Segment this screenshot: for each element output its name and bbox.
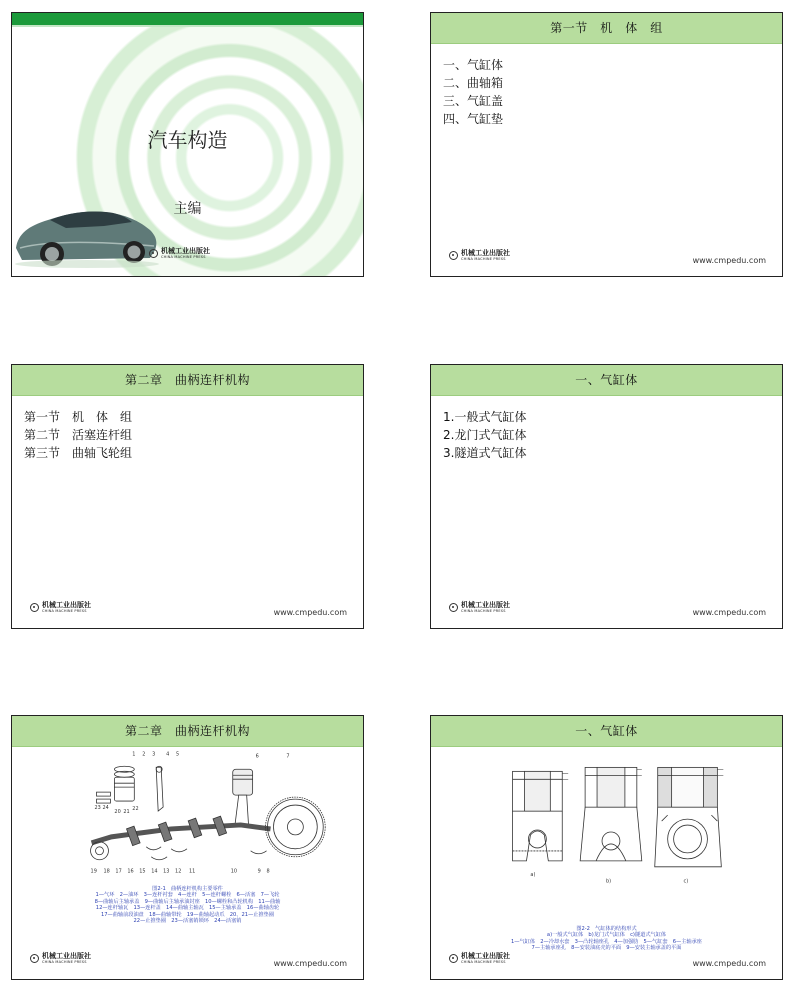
callout-label: 3 bbox=[152, 751, 156, 758]
publisher-logo bbox=[449, 952, 510, 964]
callout-label: 1 bbox=[132, 751, 136, 758]
caption-line: 12—连杆轴瓦 13—连杆盖 14—曲轴主轴瓦 15—主轴承盖 16—曲轴齿轮 bbox=[95, 905, 280, 912]
presentation-title: 汽车构造 bbox=[147, 128, 228, 152]
callout-label: 6 bbox=[255, 753, 259, 760]
list-item: 二、曲轴箱 bbox=[443, 76, 504, 90]
car-image bbox=[12, 190, 162, 270]
callout-label: 13 bbox=[163, 868, 170, 875]
website-url: www.cmpedu.com bbox=[692, 256, 766, 265]
callout-label: 5 bbox=[176, 751, 180, 758]
publisher-logo bbox=[449, 601, 510, 613]
slide-2[interactable] bbox=[430, 12, 783, 277]
publisher-logo bbox=[30, 601, 91, 613]
publisher-name-en: CHINA MACHINE PRESS bbox=[161, 255, 206, 259]
presentation-subtitle: 主编 bbox=[173, 201, 202, 217]
list-item: 1.一般式气缸体 bbox=[443, 410, 527, 424]
publisher-name: 机械工业出版社 bbox=[461, 952, 510, 960]
figure-caption bbox=[431, 926, 782, 952]
list-item: 三、气缸盖 bbox=[443, 94, 504, 108]
publisher-logo-icon bbox=[449, 603, 458, 612]
callout-label: 7 bbox=[286, 753, 290, 760]
slide-5[interactable] bbox=[11, 715, 364, 980]
publisher-name: 机械工业出版社 bbox=[461, 601, 510, 609]
caption-line: 17—曲轴前段油盘 18—曲轴带轮 19—曲轴起动爪 20、21—止推垫圈 bbox=[100, 911, 275, 918]
callout-label: 17 bbox=[115, 868, 122, 875]
subfigure-label: a) bbox=[530, 871, 536, 878]
publisher-name: 机械工业出版社 bbox=[42, 952, 91, 960]
website-url: www.cmpedu.com bbox=[273, 959, 347, 968]
publisher-logo bbox=[30, 952, 91, 964]
caption-line: 1—气环 2—油环 3—连杆衬套 4—连杆 5—连杆螺栓 6—活塞 7—飞轮 bbox=[95, 892, 280, 899]
slide-3[interactable] bbox=[11, 364, 364, 629]
publisher-logo bbox=[149, 247, 210, 259]
slide-title[interactable] bbox=[11, 12, 364, 277]
cylinder-block-figure bbox=[431, 761, 782, 911]
callout-label: 24 bbox=[102, 805, 109, 812]
subfigure-label: b) bbox=[606, 878, 612, 885]
caption-line: 7—主轴承座孔 8—安装油底壳的平面 9—安装主轴承盖的平面 bbox=[531, 945, 682, 952]
list-item: 一、气缸体 bbox=[443, 58, 504, 72]
list-item: 第二节 活塞连杆组 bbox=[24, 428, 133, 442]
publisher-name-en: CHINA MACHINE PRESS bbox=[461, 257, 506, 261]
top-bar-stripe bbox=[12, 25, 363, 27]
list-item: 第一节 机 体 组 bbox=[24, 410, 133, 424]
slide-header: 第一节 机 体 组 bbox=[431, 13, 782, 44]
publisher-name-en: CHINA MACHINE PRESS bbox=[42, 960, 87, 964]
slide-6[interactable] bbox=[430, 715, 783, 980]
publisher-name: 机械工业出版社 bbox=[42, 601, 91, 609]
top-bar bbox=[12, 13, 363, 25]
caption-line: a)一般式气缸体 b)龙门式气缸体 c)隧道式气缸体 bbox=[546, 932, 667, 939]
list-item: 第三节 曲轴飞轮组 bbox=[24, 446, 133, 460]
slide-header: 第二章 曲柄连杆机构 bbox=[12, 365, 363, 396]
publisher-logo-icon bbox=[449, 251, 458, 260]
publisher-logo-icon bbox=[30, 603, 39, 612]
callout-label: 10 bbox=[230, 868, 238, 875]
list-item: 2.龙门式气缸体 bbox=[443, 428, 527, 442]
crank-mechanism-figure bbox=[12, 747, 363, 882]
website-url: www.cmpedu.com bbox=[692, 608, 766, 617]
callout-label: 23 bbox=[94, 805, 101, 812]
publisher-name: 机械工业出版社 bbox=[161, 247, 210, 255]
callout-label: 14 bbox=[151, 868, 158, 875]
callout-label: 22 bbox=[132, 806, 139, 813]
caption-line: 8—曲轴后主轴承盖 9—曲轴后主轴承油封座 10—螺栓和凸轮机构 11—曲轴 bbox=[94, 898, 281, 905]
publisher-name: 机械工业出版社 bbox=[461, 249, 510, 257]
publisher-name-en: CHINA MACHINE PRESS bbox=[42, 609, 87, 613]
callout-label: 12 bbox=[175, 868, 182, 875]
callout-label: 18 bbox=[103, 868, 110, 875]
callout-label: 8 bbox=[266, 868, 270, 875]
caption-line: 图2-2 气缸体的结构形式 bbox=[576, 926, 637, 932]
callout-label: 11 bbox=[188, 868, 196, 875]
callout-label: 4 bbox=[166, 751, 170, 758]
publisher-logo-icon bbox=[30, 954, 39, 963]
publisher-logo-icon bbox=[449, 954, 458, 963]
list-item: 3.隧道式气缸体 bbox=[443, 446, 527, 460]
callout-label: 2 bbox=[142, 751, 146, 758]
outline-list bbox=[443, 56, 782, 128]
caption-line: 1—气缸体 2—冷却水套 3—凸轮轴座孔 4—加强肋 5—气缸套 6—主轴承座 bbox=[511, 938, 702, 945]
website-url: www.cmpedu.com bbox=[692, 959, 766, 968]
publisher-logo bbox=[449, 249, 510, 261]
callout-label: 20 bbox=[114, 809, 121, 816]
outline-list bbox=[24, 408, 363, 462]
callout-label: 19 bbox=[90, 868, 97, 875]
publisher-logo-icon bbox=[149, 249, 158, 258]
publisher-name-en: CHINA MACHINE PRESS bbox=[461, 960, 506, 964]
publisher-name-en: CHINA MACHINE PRESS bbox=[461, 609, 506, 613]
slide-4[interactable] bbox=[430, 364, 783, 629]
website-url: www.cmpedu.com bbox=[273, 608, 347, 617]
caption-line: 图2-1 曲柄连杆机构主要零件 bbox=[152, 886, 223, 892]
slide-header: 一、气缸体 bbox=[431, 365, 782, 396]
callout-label: 15 bbox=[139, 868, 146, 875]
callout-label: 21 bbox=[123, 809, 130, 816]
callout-label: 9 bbox=[257, 868, 261, 875]
caption-line: 22—止推垫圈 23—活塞销锁环 24—活塞销 bbox=[133, 918, 242, 925]
figure-caption bbox=[12, 886, 363, 924]
slide-header: 一、气缸体 bbox=[431, 716, 782, 747]
callout-label: 16 bbox=[127, 868, 134, 875]
list-item: 四、气缸垫 bbox=[443, 112, 504, 126]
subfigure-label: c) bbox=[683, 878, 689, 885]
outline-list bbox=[443, 408, 782, 462]
slide-header: 第二章 曲柄连杆机构 bbox=[12, 716, 363, 747]
